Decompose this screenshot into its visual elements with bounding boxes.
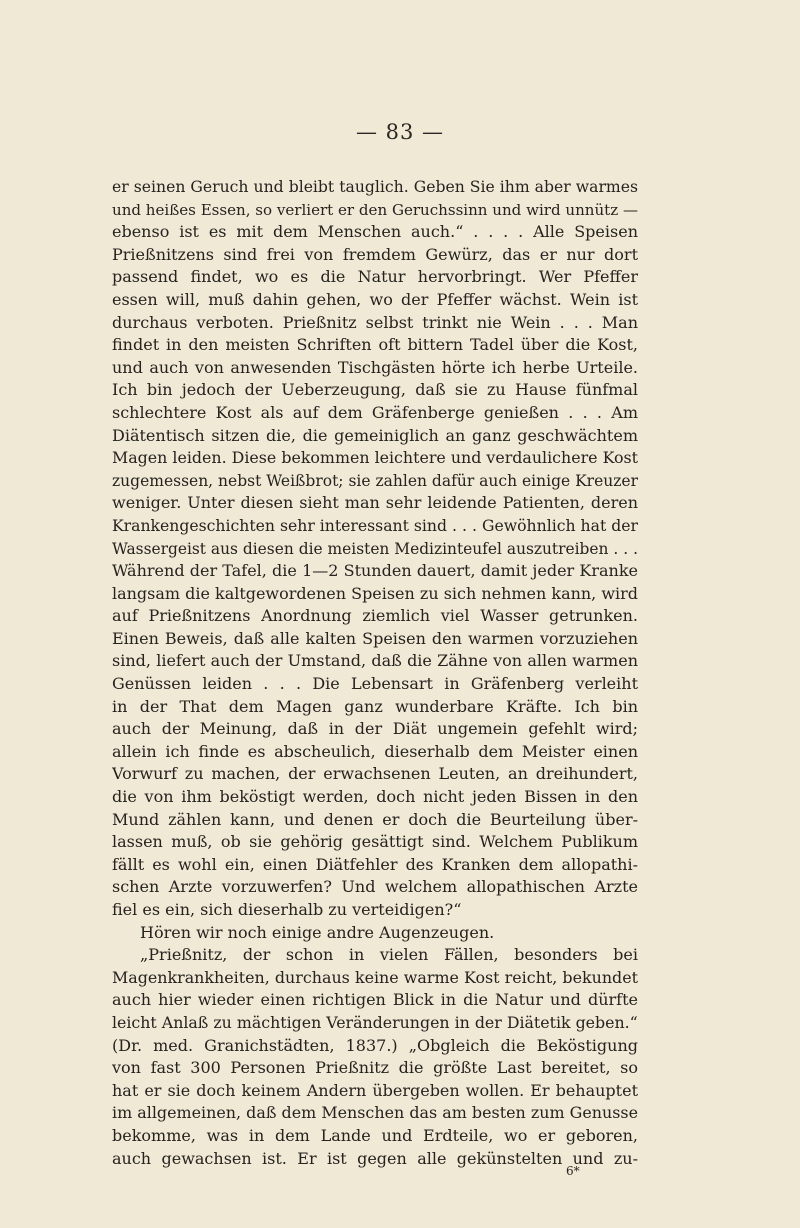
text-line: Mund zählen kann, und denen er doch die Beurteilung über- [112,809,638,829]
text-line: auch hier wieder einen richtigen Blick in die Natur und dürfte [112,990,638,1010]
text-line: die von ihm beköstigt werden, doch nicht jeden Bissen in den [112,787,638,807]
text-line: Magenkrankheiten, durchaus keine warme Kost reicht, bekundet [112,967,638,987]
text-line: hat er sie doch keinem Andern übergeben wollen. Er behauptet [112,1080,638,1100]
text-line: Hören wir noch einige andre Augenzeugen. [140,922,495,942]
text-line: fiel es ein, sich dieserhalb zu verteidigen?“ [112,900,462,919]
text-line: in der That dem Magen ganz wunderbare Kräfte. Ich bin [112,696,638,716]
text-line: fällt es wohl ein, einen Diätfehler des Kranken dem allopathi- [112,854,638,874]
body-text [112,176,638,1170]
text-line: Ich bin jedoch der Ueberzeugung, daß sie zu Hause fünfmal [112,380,638,400]
text-line: durchaus verboten. Prießnitz selbst trinkt nie Wein . . . Man [112,312,638,332]
text-line: im allgemeinen, daß dem Menschen das am besten zum Genusse [112,1103,638,1123]
text-line: Prießnitzens sind frei von fremdem Gewürz, das er nur dort [112,244,638,264]
text-line: ebenso ist es mit dem Menschen auch.“ . . . . Alle Speisen [112,222,638,242]
text-line: Genüssen leiden . . . Die Lebensart in Gräfenberg verleiht [112,674,638,694]
text-line: allein ich finde es abscheulich, dieserhalb dem Meister einen [112,741,638,761]
text-line: Krankengeschichten sehr interessant sind . . . Gewöhnlich hat der [112,515,638,535]
text-line: und auch von anwesenden Tischgästen hörte ich herbe Urteile. [112,357,638,377]
text-line: leicht Anlaß zu mächtigen Veränderungen in der Diätetik geben.“ [112,1012,638,1032]
text-line: bekomme, was in dem Lande und Erdteile, wo er geboren, [112,1125,638,1145]
text-line: findet in den meisten Schriften oft bittern Tadel über die Kost, [112,335,638,355]
text-line: langsam die kaltgewordenen Speisen zu sich nehmen kann, wird [112,583,638,603]
text-line: Diätentisch sitzen die, die gemeiniglich an ganz geschwächtem [112,425,638,445]
text-line: lassen muß, ob sie gehörig gesättigt sind. Welchem Publikum [112,832,638,852]
text-line: essen will, muß dahin gehen, wo der Pfeffer wächst. Wein ist [112,289,638,309]
text-line: (Dr. med. Granichstädten, 1837.) „Obgleich die Beköstigung [112,1035,638,1055]
page-number: — 83 — [355,120,445,144]
text-line: zugemessen, nebst Weißbrot; sie zahlen dafür auch einige Kreuzer [112,471,638,490]
text-line: passend findet, wo es die Natur hervorbringt. Wer Pfeffer [112,267,638,287]
text-line: „Prießnitz, der schon in vielen Fällen, besonders bei [140,945,638,965]
text-line: Vorwurf zu machen, der erwachsenen Leuten, an dreihundert, [112,764,638,784]
text-line: auch der Meinung, daß in der Diät ungemein gefehlt wird; [112,719,638,739]
text-line: Während der Tafel, die 1—2 Stunden dauert, damit jeder Kranke [112,561,638,581]
text-line: von fast 300 Personen Prießnitz die größte Last bereitet, so [112,1058,638,1078]
text-line: schen Arzte vorzuwerfen? Und welchem allopathischen Arzte [112,877,638,897]
signature-mark: 6* [566,1164,580,1178]
text-line: schlechtere Kost als auf dem Gräfenberge genießen . . . Am [112,402,638,422]
text-line: Wassergeist aus diesen die meisten Medizinteufel auszutreiben . . . [112,539,638,558]
text-line: und heißes Essen, so verliert er den Geruchssinn und wird unnütz — [112,200,638,219]
text-line: Magen leiden. Diese bekommen leichtere und verdaulichere Kost [112,448,638,468]
text-line: er seinen Geruch und bleibt tauglich. Geben Sie ihm aber warmes [112,177,638,196]
text-line: Einen Beweis, daß alle kalten Speisen den warmen vorzuziehen [112,628,638,648]
text-line: weniger. Unter diesen sieht man sehr leidende Patienten, deren [112,493,638,513]
text-line: auch gewachsen ist. Er ist gegen alle gekünstelten und zu- [112,1148,638,1168]
text-line: auf Prießnitzens Anordnung ziemlich viel Wasser getrunken. [112,606,638,626]
text-line: sind, liefert auch der Umstand, daß die Zähne von allen warmen [112,651,638,671]
